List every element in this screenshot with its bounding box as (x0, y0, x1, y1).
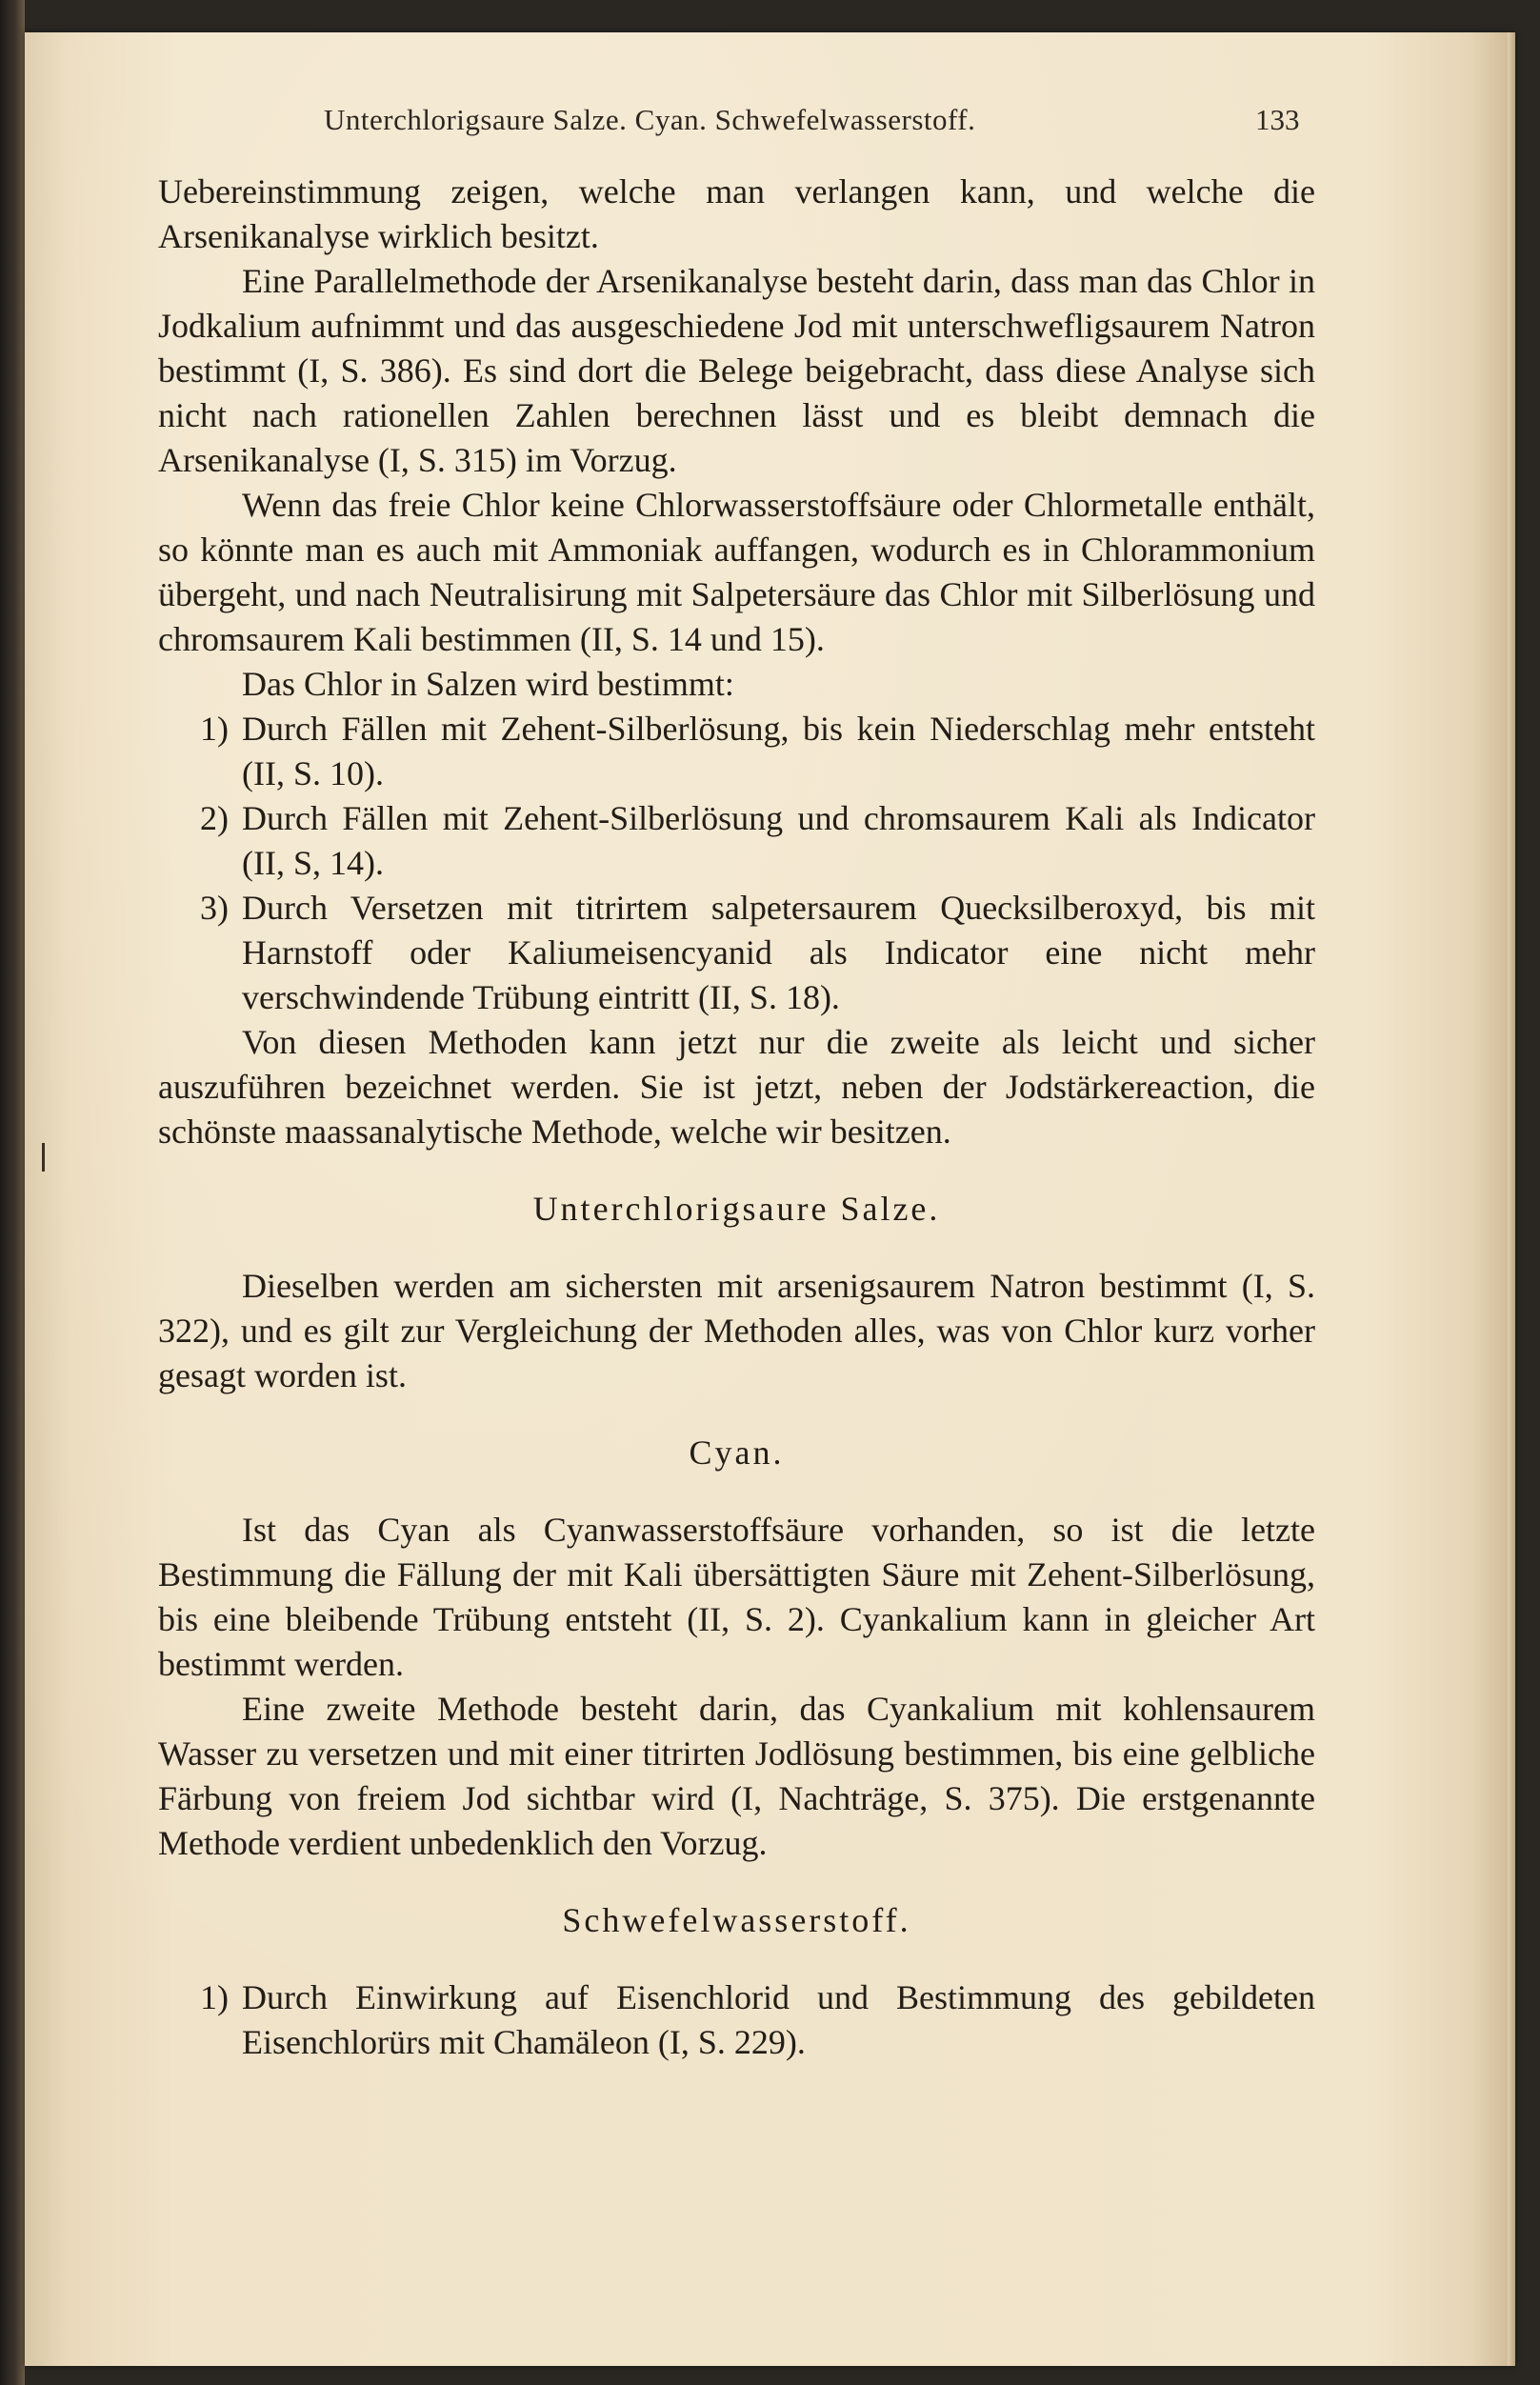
paragraph: Wenn das freie Chlor keine Chlorwasserstoffsäure oder Chlormetalle enthält, so könnte man es auch mit Ammoniak auffangen, wodurch es in Chlorammonium übergeht, und nach Neutralisirung mit Salpetersäure das Chlor mit Silberlösung und chromsaurem Kali bestimmen (II, S. 14 und 15). (158, 486, 1315, 658)
paragraph: Eine zweite Methode besteht darin, das Cyankalium mit kohlensaurem Wasser zu versetzen und mit einer titrirten Jodlösung bestimmen, bis eine gelbliche Färbung von freiem Jod sichtbar wird (I, Nachträge, S. 375). Die erstgenannte Methode verdient unbedenklich den Vorzug. (158, 1690, 1315, 1862)
list-item (158, 1975, 1315, 2065)
paragraph: Dieselben werden am sichersten mit arsenigsaurem Natron bestimmt (I, S. 322), und es gilt zur Vergleichung der Methoden alles, was von Chlor kurz vorher gesagt worden ist. (158, 1267, 1315, 1394)
paragraph: Das Chlor in Salzen wird bestimmt: (242, 665, 734, 703)
binding-cord (42, 1143, 45, 1172)
list-text: Durch Versetzen mit titrirtem salpetersaurem Quecksilberoxyd, bis mit Harnstoff oder Kaliumeisencyanid als Indicator eine nicht mehr verschwindende Trübung eintritt (II, S. 18). (242, 889, 1315, 1016)
list-number: 1) (200, 1978, 229, 2016)
list-number: 3) (200, 889, 229, 927)
paragraph: Von diesen Methoden kann jetzt nur die zweite als leicht und sicher auszuführen bezeichnet werden. Sie ist jetzt, neben der Jodstärkereaction, die schönste maassanalytische Methode, welche wir besitzen. (158, 1023, 1315, 1151)
paragraph: Uebereinstimmung zeigen, welche man verlangen kann, und welche die Arsenikanalyse wirklich besitzt. (158, 172, 1315, 255)
list-text: Durch Einwirkung auf Eisenchlorid und Bestimmung des gebildeten Eisenchlorürs mit Chamäleon (I, S. 229). (242, 1978, 1315, 2061)
list-item (158, 707, 1315, 796)
list-text: Durch Fällen mit Zehent-Silberlösung, bis kein Niederschlag mehr entsteht (II, S. 10). (242, 710, 1315, 792)
list-item (158, 796, 1315, 886)
list-text: Durch Fällen mit Zehent-Silberlösung und chromsaurem Kali als Indicator (II, S, 14). (242, 799, 1315, 882)
section-heading-unterchlorig: Unterchlorigsaure Salze. (532, 1190, 941, 1228)
list-number: 2) (200, 799, 229, 837)
book-spine (0, 0, 25, 2385)
section-heading-schwefel: Schwefelwasserstoff. (562, 1901, 911, 1939)
paragraph: Eine Parallelmethode der Arsenikanalyse besteht darin, dass man das Chlor in Jodkalium aufnimmt und das ausgeschiedene Jod mit unterschwefligsaurem Natron bestimmt (I, S. 386). Es sind dort die Belege beigebracht, dass diese Analyse sich nicht nach rationellen Zahlen berechnen lässt und es bleibt demnach die Arsenikanalyse (I, S. 315) im Vorzug. (158, 262, 1315, 479)
page-number: 133 (1255, 103, 1300, 136)
section-heading-cyan: Cyan. (689, 1433, 785, 1472)
list-number: 1) (200, 710, 229, 748)
list-item (158, 886, 1315, 1020)
page-body (158, 170, 1315, 2065)
paragraph: Ist das Cyan als Cyanwasserstoffsäure vorhanden, so ist die letzte Bestimmung die Fällung der mit Kali übersättigten Säure mit Zehent-Silberlösung, bis eine bleibende Trübung entsteht (II, S. 2). Cyankalium kann in gleicher Art bestimmt werden. (158, 1511, 1315, 1683)
page-edge (1508, 32, 1515, 2366)
running-title: Unterchlorigsaure Salze. Cyan. Schwefelwasserstoff. (324, 103, 976, 136)
